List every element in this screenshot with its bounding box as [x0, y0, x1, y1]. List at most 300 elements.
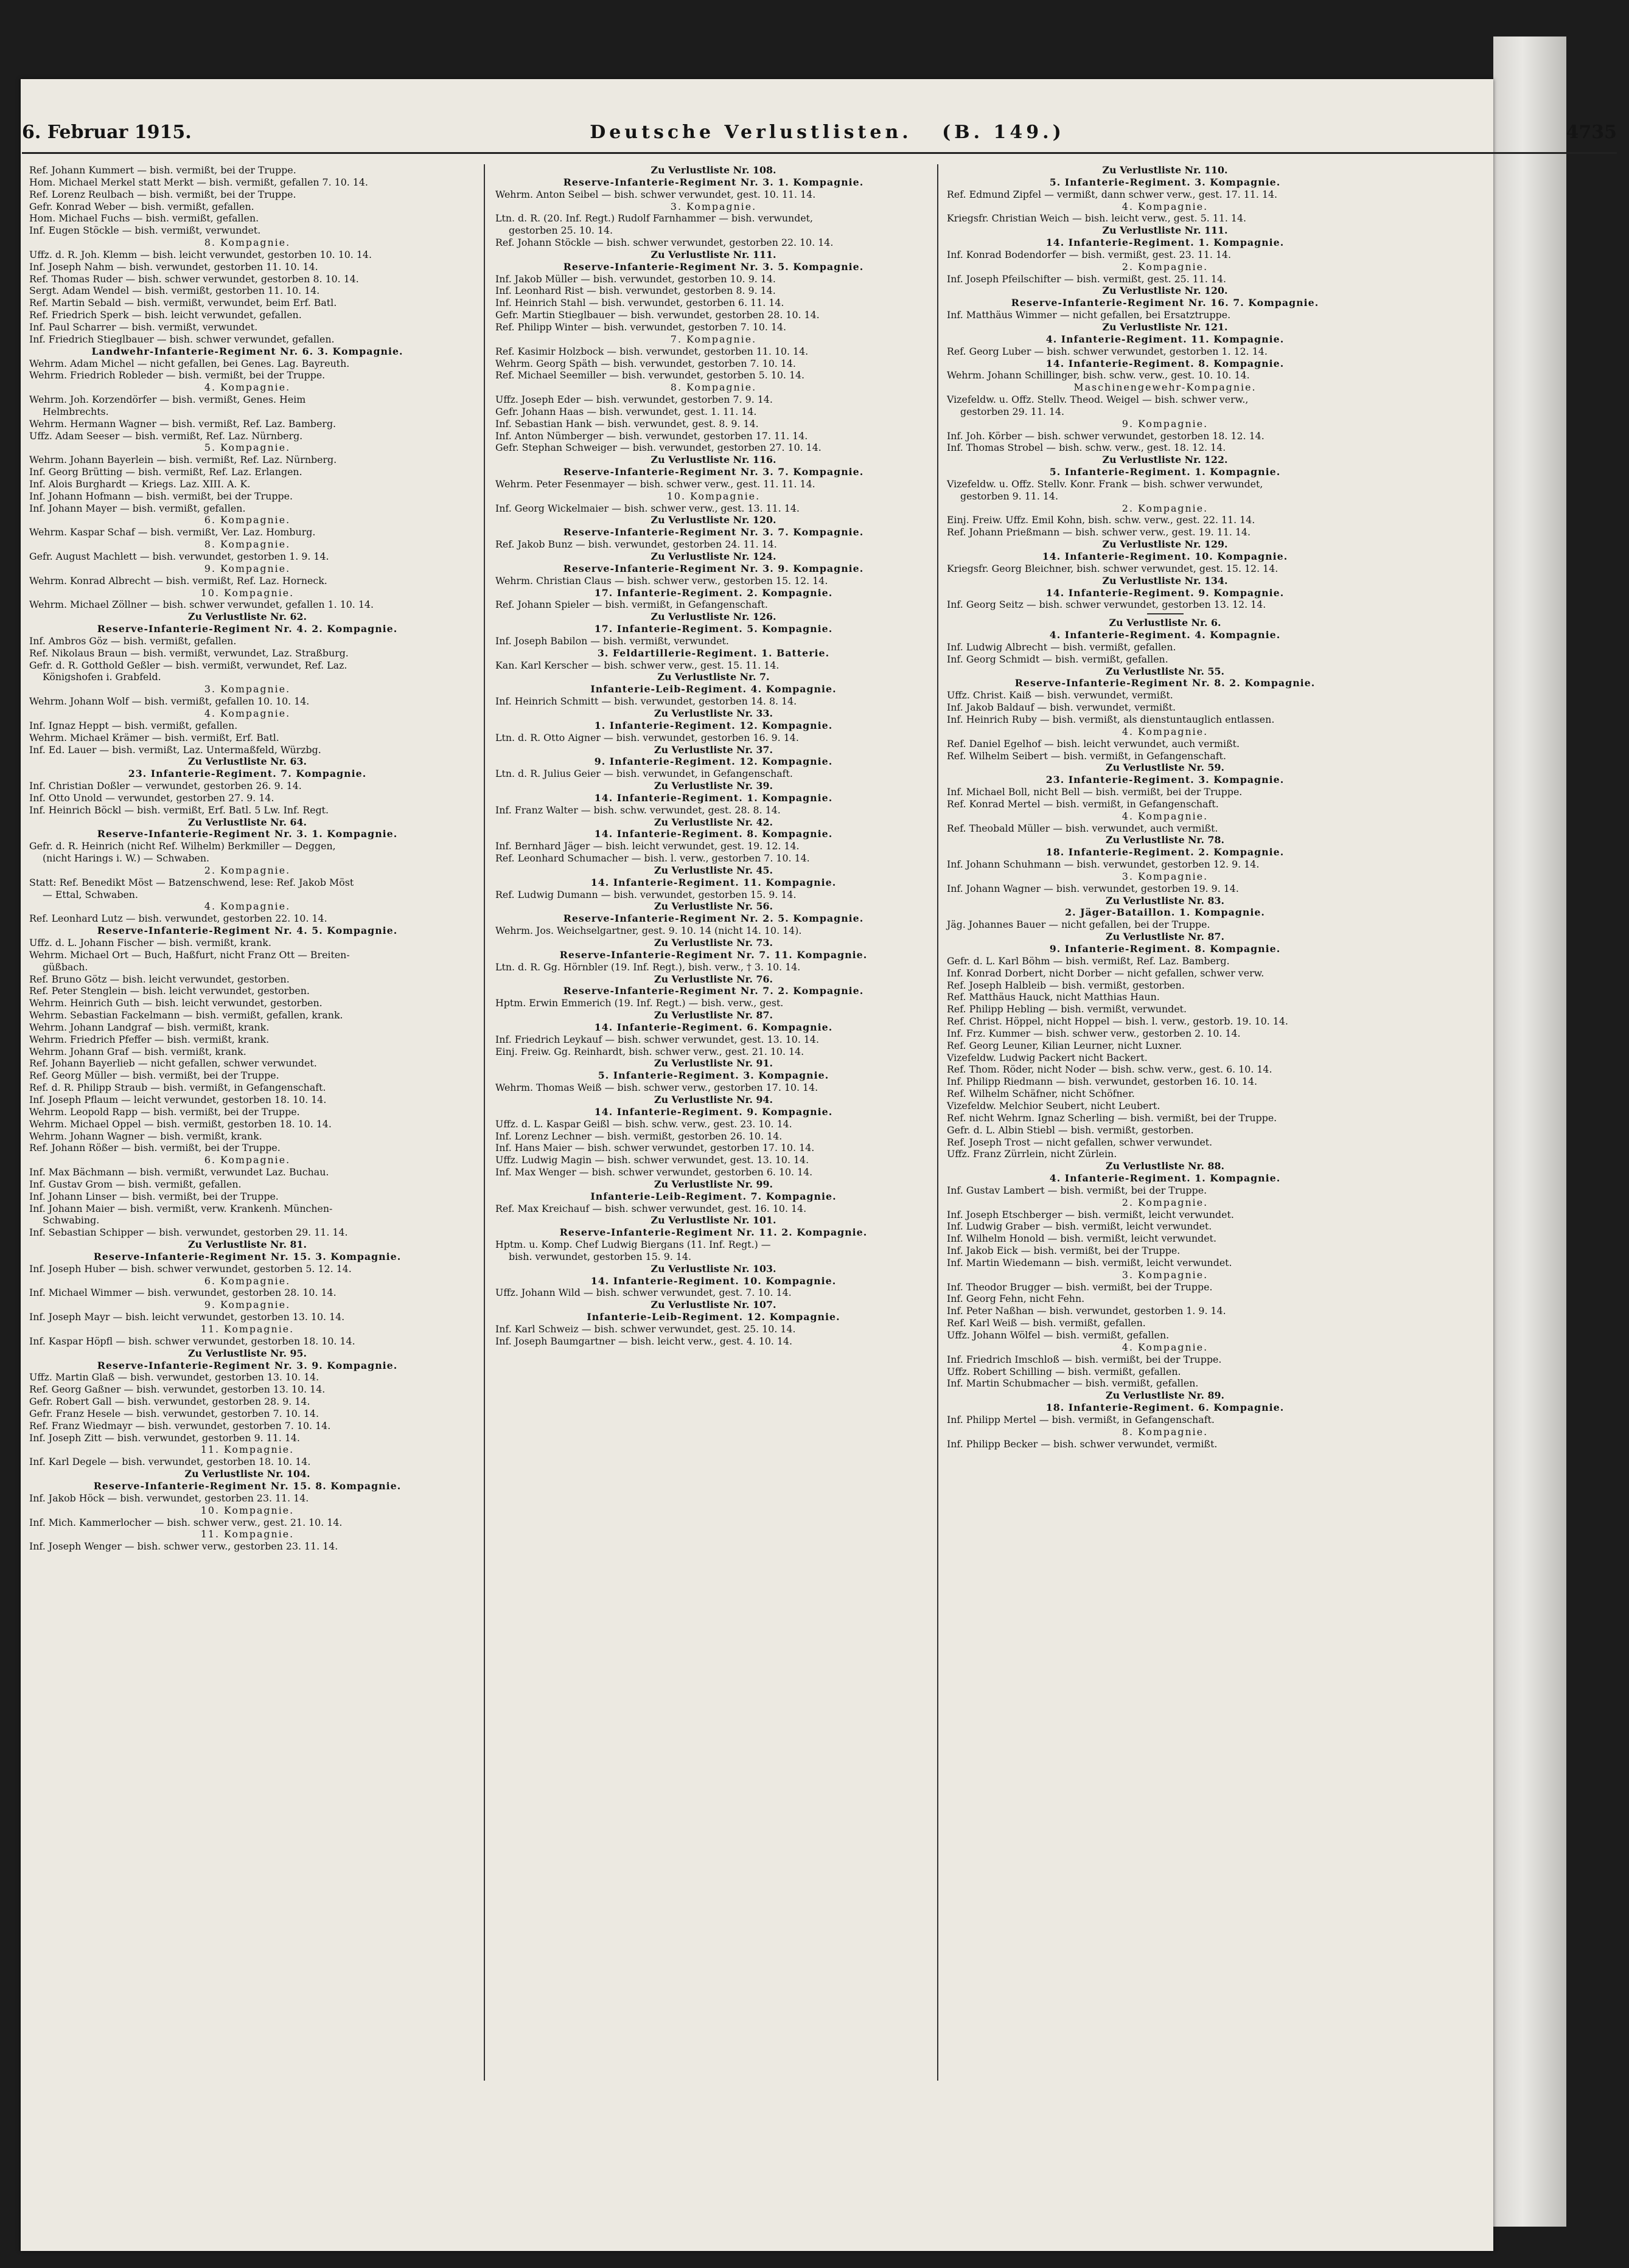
unit-heading: Reserve-Infanterie-Regiment Nr. 7. 11. Kompagnie. — [559, 948, 868, 961]
casualty-entry: Inf. Georg Schmidt — bish. vermißt, gefallen. — [947, 653, 1168, 665]
list-reference-heading: Zu Verlustliste Nr. 108. — [651, 164, 776, 176]
casualty-entry: Gefr. August Machlett — bish. verwundet, gestorben 1. 9. 14. — [29, 551, 329, 562]
list-reference-heading: Zu Verlustliste Nr. 76. — [654, 973, 773, 985]
casualty-entry: Ref. Michael Seemiller — bish. verwundet, gestorben 5. 10. 14. — [495, 369, 805, 381]
list-reference-heading: Zu Verlustliste Nr. 104. — [184, 1468, 310, 1480]
list-reference-heading: Zu Verlustliste Nr. 122. — [1102, 454, 1228, 466]
company-heading: 2. Kompagnie. — [1121, 1196, 1209, 1208]
casualty-entry: Inf. Max Bächmann — bish. vermißt, verwundet Laz. Buchau. — [29, 1166, 329, 1178]
casualty-entry: Wehrm. Friedrich Pfeffer — bish. vermißt, krank. — [29, 1033, 270, 1045]
casualty-entry: Inf. Martin Wiedemann — bish. vermißt, leicht verwundet. — [947, 1256, 1232, 1268]
casualty-entry: Inf. Joseph Baumgartner — bish. leicht verw., gest. 4. 10. 14. — [495, 1335, 793, 1347]
casualty-entry: Ref. Max Kreichauf — bish. schwer verwundet, gest. 16. 10. 14. — [495, 1202, 807, 1214]
unit-heading: 14. Infanterie-Regiment. 9. Kompagnie. — [1045, 586, 1285, 599]
casualty-entry: Inf. Georg Brütting — bish. vermißt, Ref. Laz. Erlangen. — [29, 466, 302, 478]
company-heading: 4. Kompagnie. — [204, 381, 291, 394]
casualty-entry: Wehrm. Georg Späth — bish. verwundet, gestorben 7. 10. 14. — [495, 357, 796, 369]
list-reference-heading: Zu Verlustliste Nr. 39. — [654, 780, 773, 792]
company-heading: 10. Kompagnie. — [200, 586, 295, 599]
casualty-entry: Uffz. d. R. Joh. Klemm — bish. leicht verwundet, gestorben 10. 10. 14. — [29, 248, 372, 260]
casualty-entry: Ltn. d. R. Julius Geier — bish. verwundet, in Gefangenschaft. — [495, 768, 793, 780]
list-reference-heading: Zu Verlustliste Nr. 62. — [188, 611, 307, 623]
casualty-entry: Ref. Friedrich Sperk — bish. leicht verwundet, gefallen. — [29, 309, 302, 321]
casualty-entry: Ref. Leonhard Schumacher — bish. l. verw., gestorben 7. 10. 14. — [495, 852, 810, 864]
casualty-entry: Einj. Freiw. Uffz. Emil Kohn, bish. schw. verw., gest. 22. 11. 14. — [947, 514, 1255, 526]
list-reference-heading: Zu Verlustliste Nr. 94. — [654, 1093, 773, 1105]
company-heading: 11. Kompagnie. — [200, 1528, 295, 1540]
list-reference-heading: Zu Verlustliste Nr. 73. — [654, 937, 773, 948]
casualty-entry: Inf. Sebastian Hank — bish. verwundet, gest. 8. 9. 14. — [495, 417, 759, 430]
casualty-entry: Uffz. d. L. Johann Fischer — bish. vermißt, krank. — [29, 937, 271, 948]
casualty-entry: Wehrm. Friedrich Robleder — bish. vermißt, bei der Truppe. — [29, 369, 326, 381]
company-heading: 6. Kompagnie. — [204, 1154, 291, 1166]
casualty-entry: Kan. Karl Kerscher — bish. schwer verw., gest. 15. 11. 14. — [495, 659, 780, 671]
unit-heading: Reserve-Infanterie-Regiment Nr. 8. 2. Kompagnie. — [1014, 677, 1316, 689]
company-heading: 2. Kompagnie. — [1121, 502, 1209, 514]
unit-heading: 23. Infanterie-Regiment. 7. Kompagnie. — [128, 768, 367, 780]
casualty-entry: Ref. Franz Wiedmayr — bish. verwundet, gestorben 7. 10. 14. — [29, 1419, 331, 1431]
company-heading: 11. Kompagnie. — [200, 1444, 295, 1456]
casualty-entry: Wehrm. Joh. Korzendörfer — bish. vermißt, Genes. Heim — [29, 394, 306, 406]
company-heading: 5. Kompagnie. — [204, 442, 291, 454]
company-heading: 9. Kompagnie. — [204, 562, 291, 574]
casualty-entry: Inf. Peter Naßhan — bish. verwundet, gestorben 1. 9. 14. — [947, 1305, 1226, 1317]
company-heading: 11. Kompagnie. — [200, 1323, 295, 1335]
casualty-entry: Wehrm. Konrad Albrecht — bish. vermißt, Ref. Laz. Horneck. — [29, 574, 327, 586]
unit-heading: 14. Infanterie-Regiment. 10. Kompagnie. — [1042, 551, 1288, 562]
casualty-entry: Inf. Thomas Strobel — bish. schw. verw., gest. 18. 12. 14. — [947, 442, 1226, 454]
casualty-entry: Inf. Joh. Körber — bish. schwer verwundet, gestorben 18. 12. 14. — [947, 430, 1264, 442]
casualty-entry: Ref. nicht Wehrm. Ignaz Scherling — bish. vermißt, bei der Truppe. — [947, 1111, 1277, 1124]
casualty-entry: Inf. Johann Schuhmann — bish. verwundet, gestorben 12. 9. 14. — [947, 858, 1260, 871]
casualty-entry: Einj. Freiw. Gg. Reinhardt, bish. schwer verw., gest. 21. 10. 14. — [495, 1045, 804, 1057]
casualty-entry: Vizefeldw. Ludwig Packert nicht Backert. — [947, 1051, 1148, 1063]
unit-heading: 4. Infanterie-Regiment. 1. Kompagnie. — [1049, 1172, 1281, 1184]
casualty-entry: Sergt. Adam Wendel — bish. vermißt, gestorben 11. 10. 14. — [29, 285, 320, 297]
casualty-entry: Inf. Heinrich Ruby — bish. vermißt, als dienstuntauglich entlassen. — [947, 713, 1275, 725]
unit-heading: 14. Infanterie-Regiment. 6. Kompagnie. — [594, 1021, 833, 1033]
casualty-entry: Wehrm. Hermann Wagner — bish. vermißt, Ref. Laz. Bamberg. — [29, 417, 337, 430]
casualty-entry: Uffz. Adam Seeser — bish. vermißt, Ref. Laz. Nürnberg. — [29, 430, 303, 442]
list-reference-heading: Zu Verlustliste Nr. 110. — [1102, 164, 1228, 176]
unit-heading: 4. Infanterie-Regiment. 4. Kompagnie. — [1049, 629, 1281, 641]
casualty-entry: Inf. Karl Degele — bish. verwundet, gestorben 18. 10. 14. — [29, 1456, 311, 1468]
casualty-entry: Inf. Hans Maier — bish. schwer verwundet, gestorben 17. 10. 14. — [495, 1142, 815, 1154]
casualty-entry: Vizefeldw. Melchior Seubert, nicht Leubert. — [947, 1099, 1160, 1111]
casualty-entry: Inf. Alois Burghardt — Kriegs. Laz. XIII. A. K. — [29, 478, 251, 490]
column-2 — [493, 164, 934, 2087]
casualty-entry: Inf. Ludwig Albrecht — bish. vermißt, gefallen. — [947, 641, 1176, 653]
casualty-entry: Inf. Mich. Kammerlocher — bish. schwer verw., gest. 21. 10. 14. — [29, 1516, 343, 1528]
casualty-entry: Inf. Jakob Eick — bish. vermißt, bei der Truppe. — [947, 1245, 1181, 1257]
unit-heading: 4. Infanterie-Regiment. 11. Kompagnie. — [1045, 333, 1285, 345]
list-reference-heading: Zu Verlustliste Nr. 59. — [1106, 762, 1224, 774]
list-reference-heading: Zu Verlustliste Nr. 116. — [651, 454, 776, 466]
unit-heading: 3. Feldartillerie-Regiment. 1. Batterie. — [597, 647, 830, 659]
casualty-entry: Inf. Anton Nümberger — bish. verwundet, gestorben 17. 11. 14. — [495, 430, 808, 442]
casualty-entry: Wehrm. Johann Wolf — bish. vermißt, gefallen 10. 10. 14. — [29, 695, 310, 708]
unit-heading: Reserve-Infanterie-Regiment Nr. 3. 1. Kompagnie. — [97, 828, 398, 840]
casualty-entry: Ref. Wilhelm Schäfner, nicht Schöfner. — [947, 1088, 1135, 1100]
casualty-entry: Inf. Sebastian Schipper — bish. verwundet, gestorben 29. 11. 14. — [29, 1226, 348, 1239]
header-date: 6. Februar 1915. — [22, 122, 192, 143]
casualty-entry: Inf. Heinrich Böckl — bish. vermißt, Erf. Batl. 5 Lw. Inf. Regt. — [29, 804, 329, 816]
company-heading: 9. Kompagnie. — [1121, 417, 1209, 430]
casualty-entry: Inf. Matthäus Wimmer — nicht gefallen, bei Ersatztruppe. — [947, 309, 1231, 321]
company-heading: 4. Kompagnie. — [204, 707, 291, 719]
casualty-entry: Inf. Joseph Zitt — bish. verwundet, gestorben 9. 11. 14. — [29, 1431, 300, 1444]
casualty-entry: Inf. Theodor Brugger — bish. vermißt, bei der Truppe. — [947, 1281, 1213, 1293]
company-heading: 4. Kompagnie. — [1121, 1341, 1209, 1353]
casualty-entry: Inf. Ignaz Heppt — bish. vermißt, gefallen. — [29, 719, 238, 731]
list-reference-heading: Zu Verlustliste Nr. 111. — [651, 248, 776, 260]
unit-heading: 2. Jäger-Bataillon. 1. Kompagnie. — [1065, 906, 1265, 919]
company-heading: 4. Kompagnie. — [1121, 810, 1209, 822]
list-reference-heading: Zu Verlustliste Nr. 45. — [654, 864, 773, 876]
casualty-entry: Gefr. Johann Haas — bish. verwundet, gest. 1. 11. 14. — [495, 405, 757, 417]
unit-heading: 5. Infanterie-Regiment. 3. Kompagnie. — [1049, 176, 1281, 188]
unit-heading: Reserve-Infanterie-Regiment Nr. 7. 2. Kompagnie. — [563, 985, 864, 997]
unit-heading: 14. Infanterie-Regiment. 11. Kompagnie. — [590, 876, 837, 888]
casualty-entry: Inf. Otto Unold — verwundet, gestorben 27. 9. 14. — [29, 791, 274, 804]
company-heading: 3. Kompagnie. — [1121, 870, 1209, 882]
unit-heading: 9. Infanterie-Regiment. 12. Kompagnie. — [594, 756, 833, 768]
company-heading: 8. Kompagnie. — [670, 381, 757, 394]
column-3 — [944, 164, 1386, 2087]
casualty-entry: Inf. Konrad Dorbert, nicht Dorber — nicht gefallen, schwer verw. — [947, 967, 1264, 979]
casualty-entry: Ltn. d. R. (20. Inf. Regt.) Rudolf Farnhammer — bish. verwundet, — [495, 212, 814, 224]
casualty-entry: Ref. Christ. Höppel, nicht Hoppel — bish. l. verw., gestorb. 19. 10. 14. — [947, 1015, 1288, 1028]
casualty-entry: Ref. Thom. Röder, nicht Noder — bish. schw. verw., gest. 6. 10. 14. — [947, 1063, 1272, 1076]
casualty-entry: Ref. Edmund Zipfel — vermißt, dann schwer verw., gest. 17. 11. 14. — [947, 188, 1278, 200]
casualty-entry: Statt: Ref. Benedikt Möst — Batzenschwend, lese: Ref. Jakob Möst — [29, 876, 354, 888]
list-reference-heading: Zu Verlustliste Nr. 91. — [654, 1057, 773, 1070]
company-heading: 8. Kompagnie. — [204, 237, 291, 249]
list-reference-heading: Zu Verlustliste Nr. 78. — [1106, 834, 1224, 846]
unit-heading: Reserve-Infanterie-Regiment Nr. 4. 2. Kompagnie. — [97, 623, 398, 635]
casualty-entry: Gefr. Robert Gall — bish. verwundet, gestorben 28. 9. 14. — [29, 1396, 310, 1408]
casualty-entry: Inf. Karl Schweiz — bish. schwer verwundet, gest. 25. 10. 14. — [495, 1323, 796, 1335]
casualty-entry: Inf. Joseph Pfeilschifter — bish. vermißt, gest. 25. 11. 14. — [947, 273, 1227, 285]
casualty-entry: Inf. Jakob Baldauf — bish. verwundet, vermißt. — [947, 701, 1176, 714]
casualty-entry: Inf. Johann Hofmann — bish. vermißt, bei der Truppe. — [29, 490, 293, 502]
casualty-entry: Inf. Johann Linser — bish. vermißt, bei der Truppe. — [29, 1190, 279, 1202]
list-reference-heading: Zu Verlustliste Nr. 87. — [654, 1009, 773, 1021]
casualty-entry: Ref. Johann Prießmann — bish. schwer verw., gest. 19. 11. 14. — [947, 526, 1251, 538]
unit-heading: Reserve-Infanterie-Regiment Nr. 16. 7. Kompagnie. — [1011, 297, 1319, 309]
casualty-entry: Wehrm. Michael Ort — Buch, Haßfurt, nicht Franz Ott — Breiten- — [29, 948, 350, 961]
separator-rule — [1147, 613, 1184, 614]
casualty-entry: Ref. Nikolaus Braun — bish. vermißt, verwundet, Laz. Straßburg. — [29, 647, 349, 659]
list-reference-heading: Zu Verlustliste Nr. 7. — [657, 671, 770, 683]
casualty-entry: Inf. Joseph Mayr — bish. leicht verwundet, gestorben 13. 10. 14. — [29, 1311, 345, 1323]
casualty-entry: Wehrm. Johann Wagner — bish. vermißt, krank. — [29, 1130, 262, 1142]
unit-heading: Infanterie-Leib-Regiment. 12. Kompagnie. — [587, 1311, 840, 1323]
list-reference-heading: Zu Verlustliste Nr. 95. — [188, 1347, 307, 1359]
list-reference-heading: Zu Verlustliste Nr. 111. — [1102, 224, 1228, 237]
company-heading: 2. Kompagnie. — [204, 864, 291, 876]
casualty-entry: Uffz. Ludwig Magin — bish. schwer verwundet, gest. 13. 10. 14. — [495, 1154, 809, 1166]
unit-heading: 18. Infanterie-Regiment. 6. Kompagnie. — [1045, 1402, 1285, 1414]
casualty-entry: Inf. Eugen Stöckle — bish. vermißt, verwundet. — [29, 224, 261, 237]
unit-heading: Reserve-Infanterie-Regiment Nr. 3. 5. Kompagnie. — [563, 260, 864, 273]
list-reference-heading: Zu Verlustliste Nr. 87. — [1106, 931, 1224, 943]
unit-heading: Reserve-Infanterie-Regiment Nr. 3. 1. Kompagnie. — [563, 176, 864, 188]
unit-heading: 17. Infanterie-Regiment. 5. Kompagnie. — [594, 623, 833, 635]
entry-continuation: bish. verwundet, gestorben 15. 9. 14. — [509, 1250, 692, 1262]
list-reference-heading: Zu Verlustliste Nr. 126. — [651, 611, 776, 623]
list-reference-heading: Zu Verlustliste Nr. 88. — [1106, 1160, 1224, 1172]
casualty-entry: Inf. Joseph Nahm — bish. verwundet, gestorben 11. 10. 14. — [29, 260, 318, 273]
casualty-entry: Inf. Johann Maier — bish. vermißt, verw. Krankenh. München- — [29, 1202, 333, 1214]
company-heading: 6. Kompagnie. — [204, 1275, 291, 1287]
company-heading: 4. Kompagnie. — [1121, 725, 1209, 737]
casualty-entry: Inf. Joseph Pflaum — leicht verwundet, gestorben 18. 10. 14. — [29, 1093, 327, 1105]
casualty-entry: Inf. Joseph Etschberger — bish. vermißt, leicht verwundet. — [947, 1208, 1234, 1220]
casualty-entry: Ref. Peter Stenglein — bish. leicht verwundet, gestorben. — [29, 985, 310, 997]
unit-heading: Reserve-Infanterie-Regiment Nr. 15. 3. Kompagnie. — [93, 1250, 402, 1262]
unit-heading: Infanterie-Leib-Regiment. 4. Kompagnie. — [590, 683, 837, 695]
entry-continuation: — Ettal, Schwaben. — [43, 888, 138, 900]
casualty-entry: Kriegsfr. Christian Weich — bish. leicht verw., gest. 5. 11. 14. — [947, 212, 1247, 224]
casualty-entry: Ref. Wilhelm Seibert — bish. vermißt, in Gefangenschaft. — [947, 750, 1226, 762]
casualty-entry: Wehrm. Anton Seibel — bish. schwer verwundet, gest. 10. 11. 14. — [495, 188, 816, 200]
casualty-entry: Ltn. d. R. Gg. Hörnbler (19. Inf. Regt.), bish. verw., † 3. 10. 14. — [495, 961, 801, 973]
list-reference-heading: Zu Verlustliste Nr. 101. — [651, 1214, 776, 1226]
unit-heading: 14. Infanterie-Regiment. 8. Kompagnie. — [1045, 357, 1285, 369]
casualty-entry: Inf. Michael Boll, nicht Bell — bish. vermißt, bei der Truppe. — [947, 786, 1243, 798]
list-reference-heading: Zu Verlustliste Nr. 83. — [1106, 894, 1224, 906]
unit-heading: 14. Infanterie-Regiment. 1. Kompagnie. — [594, 791, 833, 804]
company-heading: 8. Kompagnie. — [204, 538, 291, 551]
casualty-entry: Inf. Friedrich Leykauf — bish. schwer verwundet, gest. 13. 10. 14. — [495, 1033, 819, 1045]
casualty-entry: Ref. Karl Weiß — bish. vermißt, gefallen. — [947, 1317, 1146, 1329]
casualty-entry: Uffz. Franz Zürrlein, nicht Zürlein. — [947, 1148, 1117, 1160]
casualty-entry: Uffz. d. L. Kaspar Geißl — bish. schw. verw., gest. 23. 10. 14. — [495, 1118, 792, 1130]
unit-heading: Reserve-Infanterie-Regiment Nr. 3. 9. Kompagnie. — [97, 1359, 398, 1371]
casualty-entry: Hptm. u. Komp. Chef Ludwig Biergans (11. Inf. Regt.) — — [495, 1239, 771, 1251]
unit-heading: Reserve-Infanterie-Regiment Nr. 4. 5. Kompagnie. — [97, 925, 398, 937]
casualty-entry: Gefr. d. R. Gotthold Geßler — bish. vermißt, verwundet, Ref. Laz. — [29, 659, 347, 671]
casualty-entry: Inf. Philipp Mertel — bish. vermißt, in Gefangenschaft. — [947, 1413, 1215, 1425]
casualty-entry: Inf. Heinrich Schmitt — bish. verwundet, gestorben 14. 8. 14. — [495, 695, 797, 708]
casualty-entry: Inf. Bernhard Jäger — bish. leicht verwundet, gest. 19. 12. 14. — [495, 840, 800, 852]
company-heading: 4. Kompagnie. — [204, 900, 291, 913]
casualty-entry: Ref. Johann Rößer — bish. vermißt, bei der Truppe. — [29, 1142, 281, 1154]
casualty-entry: Ref. Georg Gaßner — bish. verwundet, gestorben 13. 10. 14. — [29, 1383, 326, 1396]
unit-heading: 18. Infanterie-Regiment. 2. Kompagnie. — [1045, 846, 1285, 858]
company-heading: 10. Kompagnie. — [200, 1504, 295, 1516]
page-header — [22, 122, 1617, 152]
casualty-entry: Inf. Joseph Babilon — bish. vermißt, verwundet. — [495, 635, 729, 647]
casualty-entry: Uffz. Johann Wölfel — bish. vermißt, gefallen. — [947, 1329, 1170, 1341]
unit-heading: Infanterie-Leib-Regiment. 7. Kompagnie. — [590, 1190, 837, 1202]
casualty-entry: Hom. Michael Fuchs — bish. vermißt, gefallen. — [29, 212, 259, 224]
casualty-entry: Ref. Theobald Müller — bish. verwundet, auch vermißt. — [947, 822, 1218, 834]
casualty-entry: Inf. Joseph Wenger — bish. schwer verw., gestorben 23. 11. 14. — [29, 1540, 338, 1553]
unit-heading: Reserve-Infanterie-Regiment Nr. 3. 7. Kompagnie. — [563, 526, 864, 538]
casualty-entry: Ref. Johann Stöckle — bish. schwer verwundet, gestorben 22. 10. 14. — [495, 237, 834, 249]
list-reference-heading: Zu Verlustliste Nr. 120. — [651, 514, 776, 526]
unit-heading: Reserve-Infanterie-Regiment Nr. 15. 8. Kompagnie. — [93, 1480, 402, 1492]
casualty-entry: Inf. Friedrich Stieglbauer — bish. schwer verwundet, gefallen. — [29, 333, 335, 345]
casualty-entry: Uffz. Robert Schilling — bish. vermißt, gefallen. — [947, 1365, 1181, 1377]
casualty-entry: Kriegsfr. Georg Bleichner, bish. schwer verwundet, gest. 15. 12. 14. — [947, 562, 1278, 574]
casualty-entry: Wehrm. Heinrich Guth — bish. leicht verwundet, gestorben. — [29, 997, 323, 1009]
casualty-entry: Wehrm. Adam Michel — nicht gefallen, bei Genes. Lag. Bayreuth. — [29, 357, 350, 369]
casualty-entry: Inf. Christian Doßler — verwundet, gestorben 26. 9. 14. — [29, 780, 302, 792]
casualty-entry: Ref. Leonhard Lutz — bish. verwundet, gestorben 22. 10. 14. — [29, 913, 327, 925]
casualty-entry: Wehrm. Michael Krämer — bish. vermißt, Erf. Batl. — [29, 731, 279, 743]
casualty-entry: Ref. Johann Kummert — bish. vermißt, bei der Truppe. — [29, 164, 296, 176]
company-heading: 6. Kompagnie. — [204, 514, 291, 526]
unit-heading: 1. Infanterie-Regiment. 12. Kompagnie. — [594, 719, 833, 731]
casualty-entry: Inf. Lorenz Lechner — bish. vermißt, gestorben 26. 10. 14. — [495, 1130, 783, 1142]
list-reference-heading: Zu Verlustliste Nr. 63. — [188, 756, 307, 768]
casualty-entry: Wehrm. Sebastian Fackelmann — bish. vermißt, gefallen, krank. — [29, 1009, 343, 1021]
list-reference-heading: Zu Verlustliste Nr. 124. — [651, 551, 776, 562]
casualty-entry: Inf. Ed. Lauer — bish. vermißt, Laz. Untermaßfeld, Würzbg. — [29, 743, 321, 756]
unit-heading: 14. Infanterie-Regiment. 10. Kompagnie. — [590, 1275, 837, 1287]
unit-heading: 14. Infanterie-Regiment. 1. Kompagnie. — [1045, 237, 1285, 249]
unit-heading: 5. Infanterie-Regiment. 3. Kompagnie. — [598, 1070, 829, 1082]
header-issue: (B. 149.) — [942, 122, 1065, 143]
list-reference-heading: Zu Verlustliste Nr. 6. — [1109, 617, 1221, 629]
list-reference-heading: Zu Verlustliste Nr. 99. — [654, 1178, 773, 1190]
casualty-entry: Vizefeldw. u. Offz. Stellv. Konr. Frank — bish. schwer verwundet, — [947, 478, 1263, 490]
casualty-entry: Wehrm. Jos. Weichselgartner, gest. 9. 10. 14 (nicht 14. 10. 14). — [495, 925, 802, 937]
entry-continuation: gestorben 9. 11. 14. — [960, 490, 1058, 502]
unit-heading: Reserve-Infanterie-Regiment Nr. 3. 9. Kompagnie. — [563, 562, 864, 574]
list-reference-heading: Zu Verlustliste Nr. 64. — [188, 816, 307, 828]
casualty-entry: Inf. Georg Fehn, nicht Fehn. — [947, 1293, 1085, 1305]
casualty-entry: Ref. Jakob Bunz — bish. verwundet, gestorben 24. 11. 14. — [495, 538, 777, 551]
casualty-entry: Ref. Thomas Ruder — bish. schwer verwundet, gestorben 8. 10. 14. — [29, 273, 359, 285]
unit-heading: 14. Infanterie-Regiment. 9. Kompagnie. — [594, 1105, 833, 1118]
casualty-entry: Wehrm. Johann Bayerlein — bish. vermißt, Ref. Laz. Nürnberg. — [29, 454, 337, 466]
casualty-entry: Uffz. Johann Wild — bish. schwer verwundet, gest. 7. 10. 14. — [495, 1287, 792, 1299]
casualty-entry: Inf. Paul Scharrer — bish. vermißt, verwundet. — [29, 321, 258, 333]
entry-continuation: güßbach. — [43, 961, 88, 973]
list-reference-heading: Zu Verlustliste Nr. 37. — [654, 743, 773, 756]
company-heading: 4. Kompagnie. — [1121, 200, 1209, 212]
casualty-entry: Ref. Daniel Egelhof — bish. leicht verwundet, auch vermißt. — [947, 737, 1240, 750]
casualty-entry: Ref. Martin Sebald — bish. vermißt, verwundet, beim Erf. Batl. — [29, 297, 337, 309]
unit-heading: 23. Infanterie-Regiment. 3. Kompagnie. — [1045, 774, 1285, 786]
casualty-entry: Gefr. Stephan Schweiger — bish. verwundet, gestorben 27. 10. 14. — [495, 442, 821, 454]
casualty-entry: Inf. Franz Walter — bish. schw. verwundet, gest. 28. 8. 14. — [495, 804, 781, 816]
casualty-entry: Wehrm. Michael Oppel — bish. vermißt, gestorben 18. 10. 14. — [29, 1118, 332, 1130]
casualty-entry: Gefr. d. L. Karl Böhm — bish. vermißt, Ref. Laz. Bamberg. — [947, 955, 1230, 967]
list-reference-heading: Zu Verlustliste Nr. 42. — [654, 816, 773, 828]
casualty-entry: Inf. Georg Seitz — bish. schwer verwundet, gestorben 13. 12. 14. — [947, 599, 1266, 611]
unit-heading: 5. Infanterie-Regiment. 1. Kompagnie. — [1049, 466, 1281, 478]
casualty-entry: Inf. Johann Mayer — bish. vermißt, gefallen. — [29, 502, 246, 514]
casualty-entry: Uffz. Joseph Eder — bish. verwundet, gestorben 7. 9. 14. — [495, 394, 773, 406]
casualty-entry: Ref. Ludwig Dumann — bish. verwundet, gestorben 15. 9. 14. — [495, 888, 797, 900]
company-heading: 3. Kompagnie. — [670, 200, 757, 212]
column-1 — [27, 164, 468, 2087]
casualty-entry: Gefr. Konrad Weber — bish. vermißt, gefallen. — [29, 200, 254, 212]
list-reference-heading: Zu Verlustliste Nr. 129. — [1102, 538, 1228, 551]
unit-heading: 17. Infanterie-Regiment. 2. Kompagnie. — [594, 586, 833, 599]
casualty-entry: Ref. d. R. Philipp Straub — bish. vermißt, in Gefangenschaft. — [29, 1082, 326, 1094]
unit-heading: Landwehr-Infanterie-Regiment Nr. 6. 3. Kompagnie. — [91, 345, 403, 357]
list-reference-heading: Zu Verlustliste Nr. 103. — [651, 1262, 776, 1275]
casualty-entry: Ref. Matthäus Hauck, nicht Matthias Haun. — [947, 991, 1160, 1003]
casualty-entry: Inf. Max Wenger — bish. schwer verwundet, gestorben 6. 10. 14. — [495, 1166, 813, 1178]
casualty-entry: Wehrm. Johann Schillinger, bish. schw. verw., gest. 10. 10. 14. — [947, 369, 1250, 381]
company-heading: 2. Kompagnie. — [1121, 260, 1209, 273]
entry-continuation: gestorben 29. 11. 14. — [960, 405, 1065, 417]
casualty-entry: Inf. Friedrich Imschloß — bish. vermißt, bei der Truppe. — [947, 1353, 1222, 1365]
casualty-entry: Vizefeldw. u. Offz. Stellv. Theod. Weigel — bish. schwer verw., — [947, 394, 1249, 406]
casualty-entry: Wehrm. Johann Graf — bish. vermißt, krank. — [29, 1045, 246, 1057]
casualty-entry: Inf. Gustav Grom — bish. vermißt, gefallen. — [29, 1178, 242, 1190]
entry-continuation: gestorben 25. 10. 14. — [509, 224, 613, 237]
casualty-entry: Inf. Johann Wagner — bish. verwundet, gestorben 19. 9. 14. — [947, 882, 1239, 894]
casualty-entry: Inf. Wilhelm Honold — bish. vermißt, leicht verwundet. — [947, 1233, 1217, 1245]
casualty-entry: Uffz. Christ. Kaiß — bish. verwundet, vermißt. — [947, 689, 1173, 701]
entry-continuation: Schwabing. — [43, 1214, 100, 1226]
casualty-entry: Inf. Kaspar Höpfl — bish. schwer verwundet, gestorben 18. 10. 14. — [29, 1335, 355, 1347]
company-heading: 10. Kompagnie. — [666, 490, 761, 502]
casualty-entry: Ltn. d. R. Otto Aigner — bish. verwundet, gestorben 16. 9. 14. — [495, 731, 799, 743]
casualty-entry: Ref. Bruno Götz — bish. leicht verwundet, gestorben. — [29, 973, 290, 985]
company-heading: 3. Kompagnie. — [1121, 1268, 1209, 1281]
casualty-entry: Wehrm. Michael Zöllner — bish. schwer verwundet, gefallen 1. 10. 14. — [29, 599, 374, 611]
casualty-entry: Ref. Philipp Hebling — bish. vermißt, verwundet. — [947, 1003, 1187, 1015]
unit-heading: Reserve-Infanterie-Regiment Nr. 2. 5. Kompagnie. — [563, 913, 864, 925]
casualty-entry: Wehrm. Christian Claus — bish. schwer verw., gestorben 15. 12. 14. — [495, 574, 828, 586]
company-heading: Maschinengewehr-Kompagnie. — [1073, 381, 1257, 394]
entry-continuation: (nicht Harings i. W.) — Schwaben. — [43, 852, 210, 864]
casualty-entry: Inf. Gustav Lambert — bish. vermißt, bei der Truppe. — [947, 1184, 1207, 1196]
unit-heading: 9. Infanterie-Regiment. 8. Kompagnie. — [1049, 943, 1281, 955]
casualty-entry: Inf. Jakob Müller — bish. verwundet, gestorben 10. 9. 14. — [495, 273, 776, 285]
header-page-number: 4735 — [1566, 122, 1617, 143]
list-reference-heading: Zu Verlustliste Nr. 107. — [651, 1299, 776, 1311]
column-divider — [484, 164, 485, 2081]
casualty-entry: Inf. Leonhard Rist — bish. verwundet, gestorben 8. 9. 14. — [495, 285, 776, 297]
header-rule — [22, 152, 1617, 154]
casualty-entry: Inf. Philipp Becker — bish. schwer verwundet, vermißt. — [947, 1438, 1218, 1450]
casualty-entry: Inf. Ambros Göz — bish. vermißt, gefallen. — [29, 635, 237, 647]
casualty-entry: Ref. Johann Spieler — bish. vermißt, in Gefangenschaft. — [495, 599, 768, 611]
casualty-entry: Gefr. Martin Stieglbauer — bish. verwundet, gestorben 28. 10. 14. — [495, 309, 820, 321]
unit-heading: Reserve-Infanterie-Regiment Nr. 11. 2. Kompagnie. — [559, 1226, 868, 1239]
header-title: Deutsche Verlustlisten. (B. 149.) — [590, 122, 1065, 143]
binding-edge — [1493, 37, 1566, 2227]
column-divider — [937, 164, 938, 2081]
unit-heading: 14. Infanterie-Regiment. 8. Kompagnie. — [594, 828, 833, 840]
casualty-entry: Wehrm. Thomas Weiß — bish. schwer verw., gestorben 17. 10. 14. — [495, 1082, 818, 1094]
casualty-entry: Inf. Frz. Kummer — bish. schwer verw., gestorben 2. 10. 14. — [947, 1027, 1241, 1039]
casualty-entry: Ref. Joseph Halbleib — bish. vermißt, gestorben. — [947, 979, 1185, 991]
casualty-entry: Ref. Georg Luber — bish. schwer verwundet, gestorben 1. 12. 14. — [947, 345, 1268, 357]
casualty-entry: Inf. Jakob Höck — bish. verwundet, gestorben 23. 11. 14. — [29, 1492, 309, 1504]
list-reference-heading: Zu Verlustliste Nr. 56. — [654, 900, 773, 913]
casualty-entry: Inf. Heinrich Stahl — bish. verwundet, gestorben 6. 11. 14. — [495, 297, 784, 309]
list-reference-heading: Zu Verlustliste Nr. 33. — [654, 707, 773, 719]
casualty-entry: Inf. Georg Wickelmaier — bish. schwer verw., gest. 13. 11. 14. — [495, 502, 800, 514]
casualty-entry: Wehrm. Johann Landgraf — bish. vermißt, krank. — [29, 1021, 270, 1033]
company-heading: 9. Kompagnie. — [204, 1299, 291, 1311]
casualty-entry: Ref. Joseph Trost — nicht gefallen, schwer verwundet. — [947, 1136, 1213, 1148]
entry-continuation: Helmbrechts. — [43, 405, 109, 417]
casualty-entry: Uffz. Martin Glaß — bish. verwundet, gestorben 13. 10. 14. — [29, 1371, 319, 1383]
casualty-entry: Gefr. d. R. Heinrich (nicht Ref. Wilhelm) Berkmiller — Deggen, — [29, 840, 336, 852]
